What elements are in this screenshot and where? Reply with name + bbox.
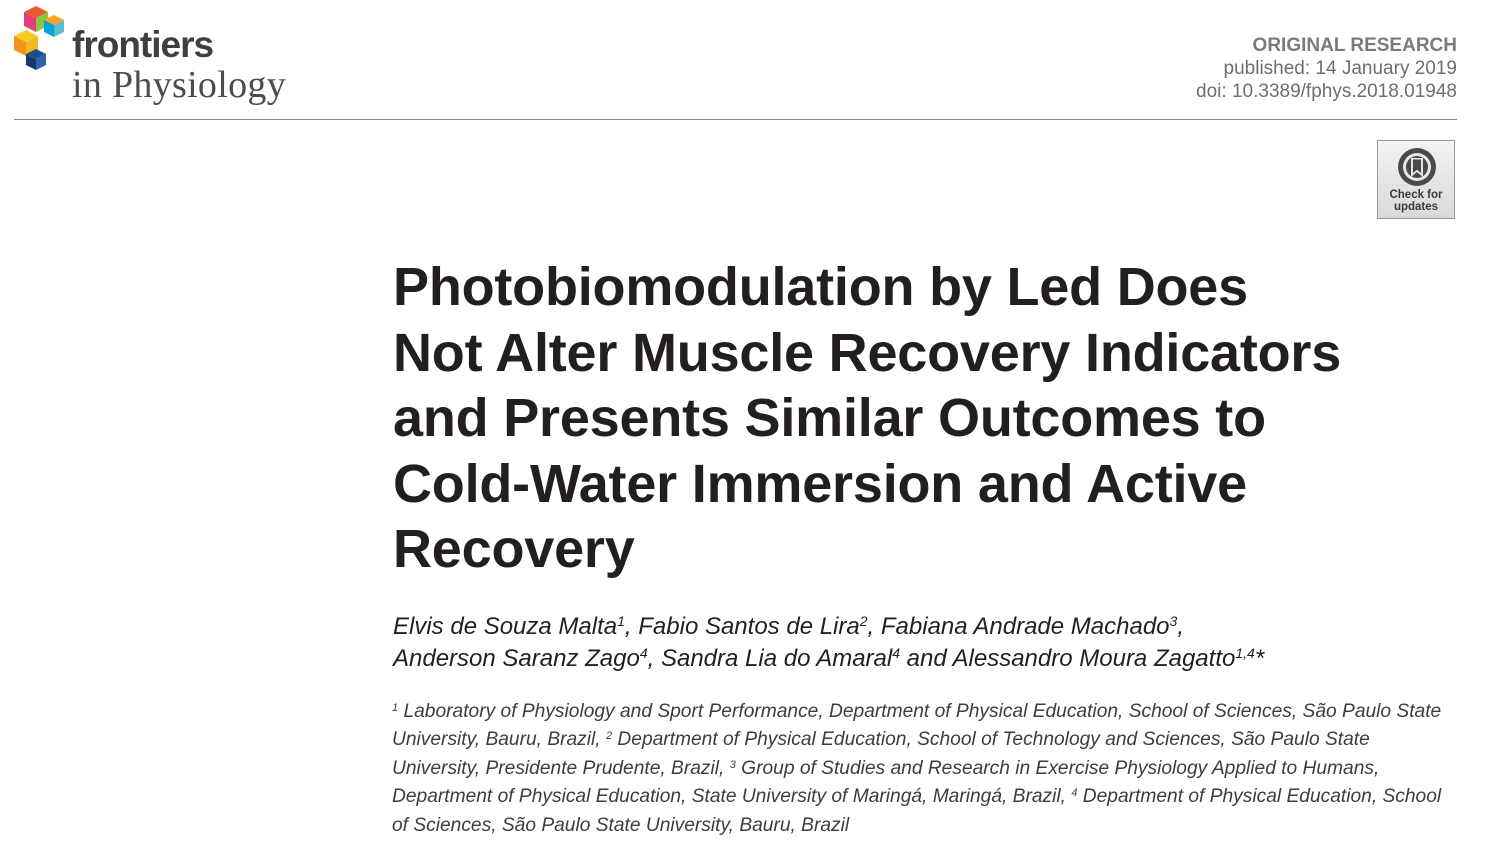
author-affiliation-ref: 2 (859, 613, 868, 629)
author-separator: and (900, 645, 953, 672)
affiliation-text: Group of Studies and Research in Exercise Physiology Applied to Humans, (735, 757, 1380, 779)
author-name[interactable]: Elvis de Souza Malta (393, 613, 618, 640)
journal-logo[interactable] (12, 6, 332, 106)
author-list (393, 611, 1264, 675)
frontiers-cube-logo-icon (12, 6, 70, 72)
author-separator: , (624, 613, 639, 640)
journal-name: in Physiology (72, 64, 286, 106)
check-updates-icon (1396, 146, 1438, 188)
author-name[interactable]: Sandra Lia do Amaral (660, 645, 893, 672)
affiliation-text: Department of Physical Education, School (1077, 786, 1442, 808)
author-name[interactable]: Fabiana Andrade Machado (880, 613, 1170, 640)
affiliation-number: 3 (729, 758, 736, 771)
corresponding-author-mark: * (1254, 645, 1265, 672)
header-divider (14, 119, 1457, 120)
title-line: Recovery (393, 519, 635, 579)
author-separator: , (867, 613, 881, 640)
affiliation-line (392, 726, 1441, 754)
affiliation-number: 2 (605, 730, 613, 743)
affiliation-text: Department of Physical Education, State University of Maringá, Maringá, Brazil, (392, 786, 1072, 808)
author-name[interactable]: Alessandro Moura Zagatto (952, 645, 1236, 672)
affiliation-text: University, Bauru, Brazil, (392, 729, 606, 751)
affiliation-list (392, 698, 1441, 840)
affiliation-number: 4 (1071, 787, 1078, 800)
author-affiliation-ref: 4 (639, 645, 648, 661)
check-for-updates-button[interactable] (1377, 140, 1455, 219)
author-name[interactable]: Anderson Saranz Zago (393, 645, 640, 672)
affiliation-text: of Sciences, São Paulo State University, Bauru, Brazil (392, 814, 850, 836)
doi-link[interactable]: doi: 10.3389/fphys.2018.01948 (1196, 81, 1457, 102)
author-separator: , (647, 645, 661, 672)
affiliation-line (392, 812, 1441, 840)
title-line: Not Alter Muscle Recovery Indicators (393, 322, 1342, 383)
affiliation-text: Department of Physical Education, School of Technology and Sciences, São Paulo State (612, 729, 1370, 751)
affiliation-text: Laboratory of Physiology and Sport Performance, Department of Physical Education, School of Sciences, São Paulo State (398, 701, 1442, 722)
article-type: ORIGINAL RESEARCH (1252, 35, 1457, 56)
affiliation-line (392, 698, 1441, 726)
author-line (393, 611, 1264, 643)
title-line: and Presents Similar Outcomes to (393, 388, 1266, 448)
affiliation-text: University, Presidente Prudente, Brazil, (392, 757, 730, 779)
article-title (393, 255, 1473, 583)
author-affiliation-ref: 4 (892, 645, 901, 661)
article-meta (1196, 34, 1457, 103)
author-affiliation-ref: 1,4 (1235, 645, 1255, 661)
author-affiliation-ref: 3 (1169, 613, 1178, 629)
brand-name: frontiers (72, 24, 214, 65)
author-affiliation-ref: 1 (617, 613, 625, 629)
check-updates-label-line1: Check for (1389, 189, 1443, 201)
affiliation-line (392, 783, 1441, 811)
affiliation-line (392, 755, 1441, 783)
author-line (393, 643, 1264, 675)
author-separator: , (1177, 613, 1184, 640)
affiliation-number: 1 (392, 702, 399, 714)
title-line: Photobiomodulation by Led Does (393, 257, 1248, 317)
author-name[interactable]: Fabio Santos de Lira (638, 613, 860, 640)
title-line: Cold-Water Immersion and Active (393, 453, 1247, 514)
check-updates-label-line2: updates (1393, 201, 1439, 213)
published-date: published: 14 January 2019 (1223, 58, 1457, 79)
